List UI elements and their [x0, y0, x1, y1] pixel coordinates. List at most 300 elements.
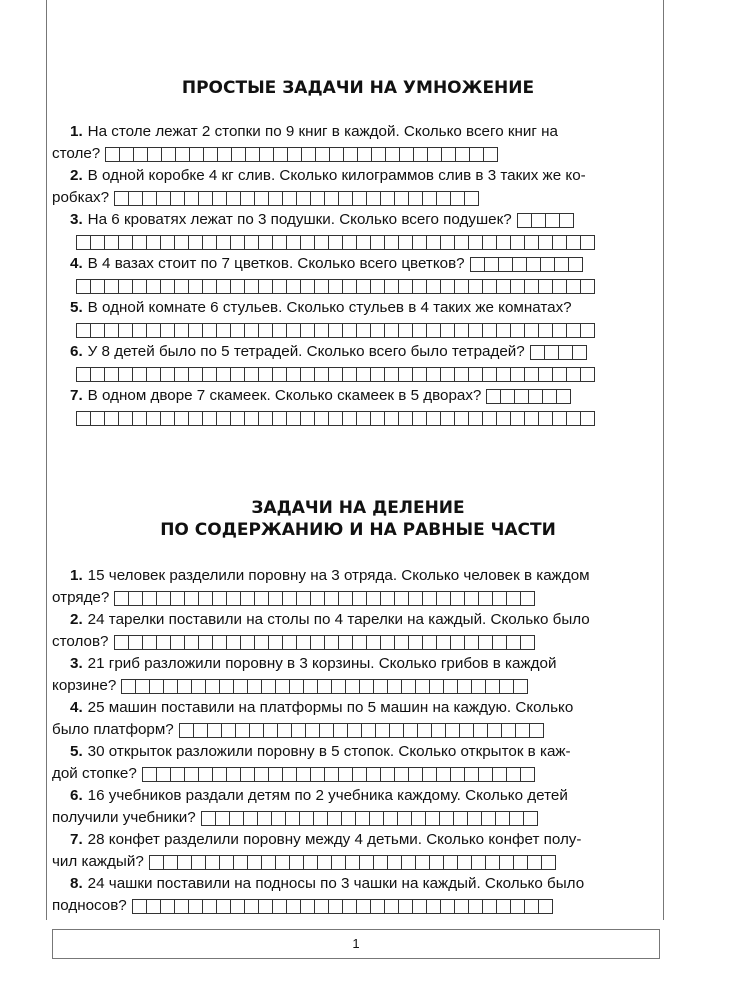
answer-cell[interactable]	[524, 367, 539, 382]
answer-cell[interactable]	[478, 767, 493, 782]
answer-cell[interactable]	[482, 899, 497, 914]
answer-cell[interactable]	[352, 635, 367, 650]
answer-cell[interactable]	[544, 345, 559, 360]
answer-cell[interactable]	[468, 323, 483, 338]
answer-cell[interactable]	[445, 723, 460, 738]
answer-cell[interactable]	[170, 635, 185, 650]
answer-cell[interactable]	[509, 811, 524, 826]
answer-cell[interactable]	[370, 367, 385, 382]
answer-cell[interactable]	[240, 591, 255, 606]
answer-cell[interactable]	[468, 367, 483, 382]
answer-cell[interactable]	[202, 323, 217, 338]
answer-cell[interactable]	[203, 147, 218, 162]
answer-cell[interactable]	[247, 679, 262, 694]
answer-cell[interactable]	[268, 635, 283, 650]
answer-cell[interactable]	[310, 591, 325, 606]
answer-cell[interactable]	[457, 855, 472, 870]
answer-cell[interactable]	[229, 811, 244, 826]
answer-cell[interactable]	[216, 279, 231, 294]
answer-cell[interactable]	[193, 723, 208, 738]
answer-cell[interactable]	[552, 367, 567, 382]
answer-cell[interactable]	[345, 855, 360, 870]
answer-cell[interactable]	[384, 235, 399, 250]
answer-cell[interactable]	[338, 191, 353, 206]
answer-cell[interactable]	[160, 279, 175, 294]
answer-cell[interactable]	[212, 767, 227, 782]
answer-cell[interactable]	[104, 235, 119, 250]
answer-cell[interactable]	[286, 279, 301, 294]
answer-cell[interactable]	[408, 635, 423, 650]
answer-cell[interactable]	[498, 257, 513, 272]
answer-boxes[interactable]	[114, 635, 535, 650]
answer-cell[interactable]	[471, 679, 486, 694]
answer-cell[interactable]	[492, 591, 507, 606]
answer-cell[interactable]	[429, 855, 444, 870]
answer-cell[interactable]	[370, 899, 385, 914]
answer-cell[interactable]	[369, 811, 384, 826]
answer-cell[interactable]	[319, 723, 334, 738]
answer-cell[interactable]	[450, 635, 465, 650]
answer-boxes[interactable]	[76, 323, 595, 338]
answer-cell[interactable]	[104, 367, 119, 382]
answer-cell[interactable]	[233, 679, 248, 694]
answer-cell[interactable]	[272, 235, 287, 250]
answer-cell[interactable]	[426, 279, 441, 294]
answer-cell[interactable]	[76, 367, 91, 382]
answer-cell[interactable]	[510, 411, 525, 426]
answer-cell[interactable]	[545, 213, 560, 228]
answer-cell[interactable]	[408, 767, 423, 782]
answer-cell[interactable]	[538, 899, 553, 914]
answer-boxes[interactable]	[114, 591, 535, 606]
answer-cell[interactable]	[370, 411, 385, 426]
answer-cell[interactable]	[286, 235, 301, 250]
answer-cell[interactable]	[249, 723, 264, 738]
answer-cell[interactable]	[174, 235, 189, 250]
answer-cell[interactable]	[566, 235, 581, 250]
answer-cell[interactable]	[328, 367, 343, 382]
answer-cell[interactable]	[76, 411, 91, 426]
answer-cell[interactable]	[268, 591, 283, 606]
answer-cell[interactable]	[375, 723, 390, 738]
answer-cell[interactable]	[520, 591, 535, 606]
answer-cell[interactable]	[352, 591, 367, 606]
answer-cell[interactable]	[439, 811, 454, 826]
answer-cell[interactable]	[514, 389, 529, 404]
answer-cell[interactable]	[356, 899, 371, 914]
answer-cell[interactable]	[496, 411, 511, 426]
answer-cell[interactable]	[149, 679, 164, 694]
answer-cell[interactable]	[328, 279, 343, 294]
answer-cell[interactable]	[198, 191, 213, 206]
answer-cell[interactable]	[371, 147, 386, 162]
answer-cell[interactable]	[244, 323, 259, 338]
answer-cell[interactable]	[394, 591, 409, 606]
answer-cell[interactable]	[566, 323, 581, 338]
answer-cell[interactable]	[240, 191, 255, 206]
answer-cell[interactable]	[342, 323, 357, 338]
answer-cell[interactable]	[300, 411, 315, 426]
answer-cell[interactable]	[114, 635, 129, 650]
answer-cell[interactable]	[142, 635, 157, 650]
answer-cell[interactable]	[482, 323, 497, 338]
answer-cell[interactable]	[517, 213, 532, 228]
answer-cell[interactable]	[454, 899, 469, 914]
answer-boxes[interactable]	[76, 367, 595, 382]
answer-cell[interactable]	[118, 235, 133, 250]
answer-cell[interactable]	[160, 367, 175, 382]
answer-cell[interactable]	[191, 679, 206, 694]
answer-cell[interactable]	[398, 235, 413, 250]
answer-cell[interactable]	[135, 679, 150, 694]
answer-cell[interactable]	[160, 411, 175, 426]
answer-cell[interactable]	[422, 635, 437, 650]
answer-cell[interactable]	[282, 191, 297, 206]
answer-boxes[interactable]	[530, 345, 587, 360]
answer-cell[interactable]	[568, 257, 583, 272]
answer-cell[interactable]	[499, 679, 514, 694]
answer-cell[interactable]	[272, 323, 287, 338]
answer-cell[interactable]	[342, 411, 357, 426]
answer-boxes[interactable]	[142, 767, 535, 782]
answer-cell[interactable]	[300, 279, 315, 294]
answer-cell[interactable]	[468, 411, 483, 426]
answer-cell[interactable]	[485, 679, 500, 694]
answer-cell[interactable]	[212, 591, 227, 606]
answer-cell[interactable]	[422, 191, 437, 206]
answer-cell[interactable]	[359, 855, 374, 870]
answer-cell[interactable]	[524, 899, 539, 914]
answer-cell[interactable]	[244, 367, 259, 382]
answer-cell[interactable]	[470, 257, 485, 272]
answer-cell[interactable]	[243, 811, 258, 826]
answer-cell[interactable]	[468, 899, 483, 914]
answer-cell[interactable]	[314, 411, 329, 426]
answer-cell[interactable]	[398, 323, 413, 338]
answer-cell[interactable]	[261, 679, 276, 694]
answer-cell[interactable]	[303, 855, 318, 870]
answer-cell[interactable]	[216, 411, 231, 426]
answer-cell[interactable]	[146, 323, 161, 338]
answer-cell[interactable]	[356, 323, 371, 338]
answer-cell[interactable]	[469, 147, 484, 162]
answer-cell[interactable]	[422, 591, 437, 606]
answer-cell[interactable]	[188, 367, 203, 382]
answer-cell[interactable]	[146, 411, 161, 426]
answer-cell[interactable]	[174, 323, 189, 338]
answer-cell[interactable]	[380, 191, 395, 206]
answer-cell[interactable]	[300, 235, 315, 250]
answer-cell[interactable]	[338, 635, 353, 650]
answer-cell[interactable]	[529, 723, 544, 738]
answer-cell[interactable]	[146, 899, 161, 914]
answer-cell[interactable]	[526, 257, 541, 272]
answer-cell[interactable]	[397, 811, 412, 826]
answer-cell[interactable]	[580, 367, 595, 382]
answer-cell[interactable]	[401, 855, 416, 870]
answer-cell[interactable]	[263, 723, 278, 738]
answer-boxes[interactable]	[486, 389, 571, 404]
answer-cell[interactable]	[426, 323, 441, 338]
answer-cell[interactable]	[184, 635, 199, 650]
answer-cell[interactable]	[554, 257, 569, 272]
answer-cell[interactable]	[254, 191, 269, 206]
answer-cell[interactable]	[202, 235, 217, 250]
answer-cell[interactable]	[301, 147, 316, 162]
answer-cell[interactable]	[188, 279, 203, 294]
answer-cell[interactable]	[258, 411, 273, 426]
answer-cell[interactable]	[216, 367, 231, 382]
answer-cell[interactable]	[328, 235, 343, 250]
answer-cell[interactable]	[429, 679, 444, 694]
answer-cell[interactable]	[296, 191, 311, 206]
answer-cell[interactable]	[440, 323, 455, 338]
answer-cell[interactable]	[412, 899, 427, 914]
answer-cell[interactable]	[412, 279, 427, 294]
answer-cell[interactable]	[235, 723, 250, 738]
answer-boxes[interactable]	[517, 213, 574, 228]
answer-cell[interactable]	[426, 235, 441, 250]
answer-cell[interactable]	[342, 235, 357, 250]
answer-cell[interactable]	[230, 279, 245, 294]
answer-cell[interactable]	[331, 679, 346, 694]
answer-cell[interactable]	[524, 235, 539, 250]
answer-cell[interactable]	[272, 279, 287, 294]
answer-cell[interactable]	[427, 147, 442, 162]
answer-cell[interactable]	[244, 411, 259, 426]
answer-cell[interactable]	[383, 811, 398, 826]
answer-cell[interactable]	[104, 279, 119, 294]
answer-cell[interactable]	[538, 235, 553, 250]
answer-cell[interactable]	[132, 323, 147, 338]
answer-cell[interactable]	[205, 855, 220, 870]
answer-cell[interactable]	[496, 899, 511, 914]
answer-cell[interactable]	[188, 899, 203, 914]
answer-cell[interactable]	[289, 855, 304, 870]
answer-cell[interactable]	[366, 635, 381, 650]
answer-cell[interactable]	[464, 635, 479, 650]
answer-cell[interactable]	[426, 411, 441, 426]
answer-cell[interactable]	[352, 191, 367, 206]
answer-cell[interactable]	[247, 855, 262, 870]
answer-cell[interactable]	[114, 591, 129, 606]
answer-cell[interactable]	[471, 855, 486, 870]
answer-cell[interactable]	[314, 899, 329, 914]
answer-cell[interactable]	[90, 367, 105, 382]
answer-cell[interactable]	[258, 899, 273, 914]
answer-cell[interactable]	[440, 899, 455, 914]
answer-cell[interactable]	[492, 635, 507, 650]
answer-cell[interactable]	[118, 279, 133, 294]
answer-cell[interactable]	[216, 235, 231, 250]
answer-cell[interactable]	[473, 723, 488, 738]
answer-cell[interactable]	[412, 411, 427, 426]
answer-cell[interactable]	[216, 323, 231, 338]
answer-cell[interactable]	[104, 411, 119, 426]
answer-cell[interactable]	[510, 279, 525, 294]
answer-cell[interactable]	[230, 899, 245, 914]
answer-cell[interactable]	[398, 367, 413, 382]
answer-cell[interactable]	[338, 591, 353, 606]
answer-cell[interactable]	[142, 591, 157, 606]
answer-cell[interactable]	[257, 811, 272, 826]
answer-cell[interactable]	[443, 855, 458, 870]
answer-cell[interactable]	[352, 767, 367, 782]
answer-cell[interactable]	[347, 723, 362, 738]
answer-cell[interactable]	[258, 323, 273, 338]
answer-cell[interactable]	[485, 855, 500, 870]
answer-cell[interactable]	[436, 767, 451, 782]
answer-cell[interactable]	[310, 635, 325, 650]
answer-cell[interactable]	[524, 411, 539, 426]
answer-cell[interactable]	[506, 591, 521, 606]
answer-cell[interactable]	[338, 767, 353, 782]
answer-cell[interactable]	[513, 855, 528, 870]
answer-cell[interactable]	[261, 855, 276, 870]
answer-cell[interactable]	[538, 411, 553, 426]
answer-cell[interactable]	[457, 679, 472, 694]
answer-cell[interactable]	[314, 323, 329, 338]
answer-cell[interactable]	[468, 235, 483, 250]
answer-cell[interactable]	[147, 147, 162, 162]
answer-cell[interactable]	[496, 235, 511, 250]
answer-cell[interactable]	[296, 591, 311, 606]
answer-cell[interactable]	[286, 323, 301, 338]
answer-cell[interactable]	[499, 855, 514, 870]
answer-cell[interactable]	[149, 855, 164, 870]
answer-cell[interactable]	[384, 899, 399, 914]
answer-cell[interactable]	[258, 367, 273, 382]
answer-cell[interactable]	[468, 279, 483, 294]
answer-cell[interactable]	[415, 855, 430, 870]
answer-cell[interactable]	[333, 723, 348, 738]
answer-cell[interactable]	[510, 235, 525, 250]
answer-cell[interactable]	[300, 899, 315, 914]
answer-cell[interactable]	[198, 635, 213, 650]
answer-cell[interactable]	[230, 235, 245, 250]
answer-cell[interactable]	[132, 235, 147, 250]
answer-cell[interactable]	[450, 767, 465, 782]
answer-boxes[interactable]	[114, 191, 479, 206]
answer-cell[interactable]	[90, 279, 105, 294]
answer-cell[interactable]	[90, 411, 105, 426]
answer-cell[interactable]	[76, 323, 91, 338]
answer-cell[interactable]	[163, 855, 178, 870]
answer-cell[interactable]	[412, 235, 427, 250]
answer-cell[interactable]	[258, 235, 273, 250]
answer-cell[interactable]	[146, 235, 161, 250]
answer-cell[interactable]	[156, 767, 171, 782]
answer-cell[interactable]	[527, 855, 542, 870]
answer-cell[interactable]	[464, 191, 479, 206]
answer-cell[interactable]	[296, 635, 311, 650]
answer-cell[interactable]	[464, 767, 479, 782]
answer-cell[interactable]	[207, 723, 222, 738]
answer-cell[interactable]	[254, 635, 269, 650]
answer-boxes[interactable]	[76, 411, 595, 426]
answer-cell[interactable]	[244, 235, 259, 250]
answer-cell[interactable]	[300, 367, 315, 382]
answer-cell[interactable]	[394, 191, 409, 206]
answer-cell[interactable]	[314, 279, 329, 294]
answer-cell[interactable]	[331, 855, 346, 870]
answer-cell[interactable]	[478, 635, 493, 650]
answer-cell[interactable]	[384, 323, 399, 338]
answer-cell[interactable]	[482, 367, 497, 382]
answer-cell[interactable]	[356, 367, 371, 382]
answer-cell[interactable]	[440, 279, 455, 294]
answer-cell[interactable]	[132, 279, 147, 294]
answer-cell[interactable]	[188, 411, 203, 426]
answer-boxes[interactable]	[470, 257, 583, 272]
answer-cell[interactable]	[305, 723, 320, 738]
answer-cell[interactable]	[299, 811, 314, 826]
answer-cell[interactable]	[482, 279, 497, 294]
answer-cell[interactable]	[275, 679, 290, 694]
answer-cell[interactable]	[422, 767, 437, 782]
answer-cell[interactable]	[160, 899, 175, 914]
answer-cell[interactable]	[230, 323, 245, 338]
answer-cell[interactable]	[156, 635, 171, 650]
answer-cell[interactable]	[454, 367, 469, 382]
answer-cell[interactable]	[436, 635, 451, 650]
answer-cell[interactable]	[314, 235, 329, 250]
answer-cell[interactable]	[389, 723, 404, 738]
answer-cell[interactable]	[202, 899, 217, 914]
answer-cell[interactable]	[310, 191, 325, 206]
answer-cell[interactable]	[431, 723, 446, 738]
answer-cell[interactable]	[160, 323, 175, 338]
answer-cell[interactable]	[512, 257, 527, 272]
answer-cell[interactable]	[313, 811, 328, 826]
answer-cell[interactable]	[552, 323, 567, 338]
answer-cell[interactable]	[198, 767, 213, 782]
answer-cell[interactable]	[118, 323, 133, 338]
answer-boxes[interactable]	[179, 723, 544, 738]
answer-cell[interactable]	[212, 191, 227, 206]
answer-cell[interactable]	[401, 679, 416, 694]
answer-cell[interactable]	[580, 411, 595, 426]
answer-cell[interactable]	[296, 767, 311, 782]
answer-cell[interactable]	[566, 279, 581, 294]
answer-cell[interactable]	[221, 723, 236, 738]
answer-cell[interactable]	[233, 855, 248, 870]
answer-cell[interactable]	[510, 899, 525, 914]
answer-cell[interactable]	[506, 767, 521, 782]
answer-cell[interactable]	[300, 323, 315, 338]
answer-cell[interactable]	[226, 767, 241, 782]
answer-cell[interactable]	[450, 191, 465, 206]
answer-cell[interactable]	[513, 679, 528, 694]
answer-cell[interactable]	[231, 147, 246, 162]
answer-cell[interactable]	[450, 591, 465, 606]
answer-cell[interactable]	[356, 279, 371, 294]
answer-cell[interactable]	[464, 591, 479, 606]
answer-cell[interactable]	[268, 767, 283, 782]
answer-cell[interactable]	[240, 635, 255, 650]
answer-cell[interactable]	[459, 723, 474, 738]
answer-cell[interactable]	[329, 147, 344, 162]
answer-cell[interactable]	[538, 279, 553, 294]
answer-cell[interactable]	[202, 279, 217, 294]
answer-boxes[interactable]	[121, 679, 528, 694]
answer-cell[interactable]	[530, 345, 545, 360]
answer-cell[interactable]	[398, 899, 413, 914]
answer-cell[interactable]	[373, 679, 388, 694]
answer-cell[interactable]	[412, 367, 427, 382]
answer-cell[interactable]	[285, 811, 300, 826]
answer-cell[interactable]	[356, 235, 371, 250]
